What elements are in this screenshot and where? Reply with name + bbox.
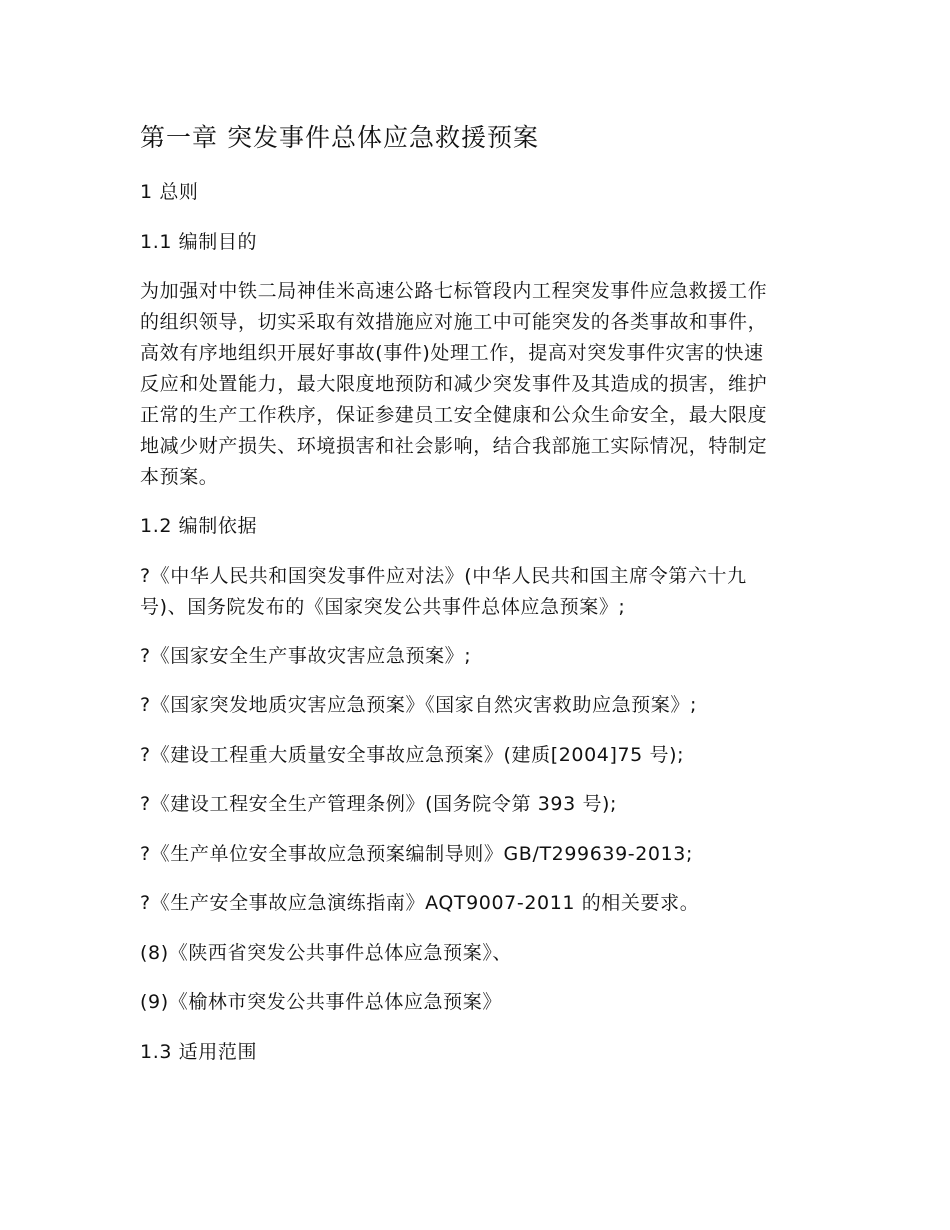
basis-item: ?《建设工程安全生产管理条例》(国务院令第 393 号);: [140, 793, 618, 815]
basis-item: (8)《陕西省突发公共事件总体应急预案》、: [140, 942, 513, 964]
paragraph-line: 反应和处置能力，最大限度地预防和减少突发事件及其造成的损害，维护: [140, 373, 768, 395]
section-heading-purpose: 1.1 编制目的: [140, 231, 258, 253]
basis-item: ?《建设工程重大质量安全事故应急预案》(建质[2004]75 号);: [140, 744, 685, 766]
section-heading-general: 1 总则: [140, 181, 199, 203]
basis-item: (9)《榆林市突发公共事件总体应急预案》: [140, 991, 502, 1013]
basis-item: ?《生产单位安全事故应急预案编制导则》GB/T299639-2013;: [140, 843, 693, 865]
paragraph-line: 高效有序地组织开展好事故(事件)处理工作，提高对突发事件灾害的快速: [140, 342, 764, 364]
paragraph-line: 号)、国务院发布的《国家突发公共事件总体应急预案》;: [140, 596, 626, 618]
section-heading-scope: 1.3 适用范围: [140, 1041, 258, 1063]
paragraph-line: 地减少财产损失、环境损害和社会影响，结合我部施工实际情况，特制定: [140, 435, 768, 457]
basis-item: ?《国家突发地质灾害应急预案》《国家自然灾害救助应急预案》;: [140, 694, 697, 716]
purpose-paragraph: [140, 276, 820, 493]
paragraph-line: 正常的生产工作秩序，保证参建员工安全健康和公众生命安全，最大限度: [140, 404, 768, 426]
section-heading-basis: 1.2 编制依据: [140, 515, 258, 537]
basis-item: ?《国家安全生产事故灾害应急预案》;: [140, 645, 472, 667]
paragraph-line: 为加强对中铁二局神佳米高速公路七标管段内工程突发事件应急救援工作: [140, 280, 768, 302]
basis-item-1: [140, 561, 820, 623]
basis-item: ?《生产安全事故应急演练指南》AQT9007-2011 的相关要求。: [140, 892, 700, 914]
chapter-title: 第一章 突发事件总体应急救援预案: [140, 123, 539, 152]
paragraph-line: 的组织领导，切实采取有效措施应对施工中可能突发的各类事故和事件，: [140, 311, 768, 333]
paragraph-line: ?《中华人民共和国突发事件应对法》(中华人民共和国主席令第六十九: [140, 565, 747, 587]
paragraph-line: 本预案。: [140, 466, 219, 488]
